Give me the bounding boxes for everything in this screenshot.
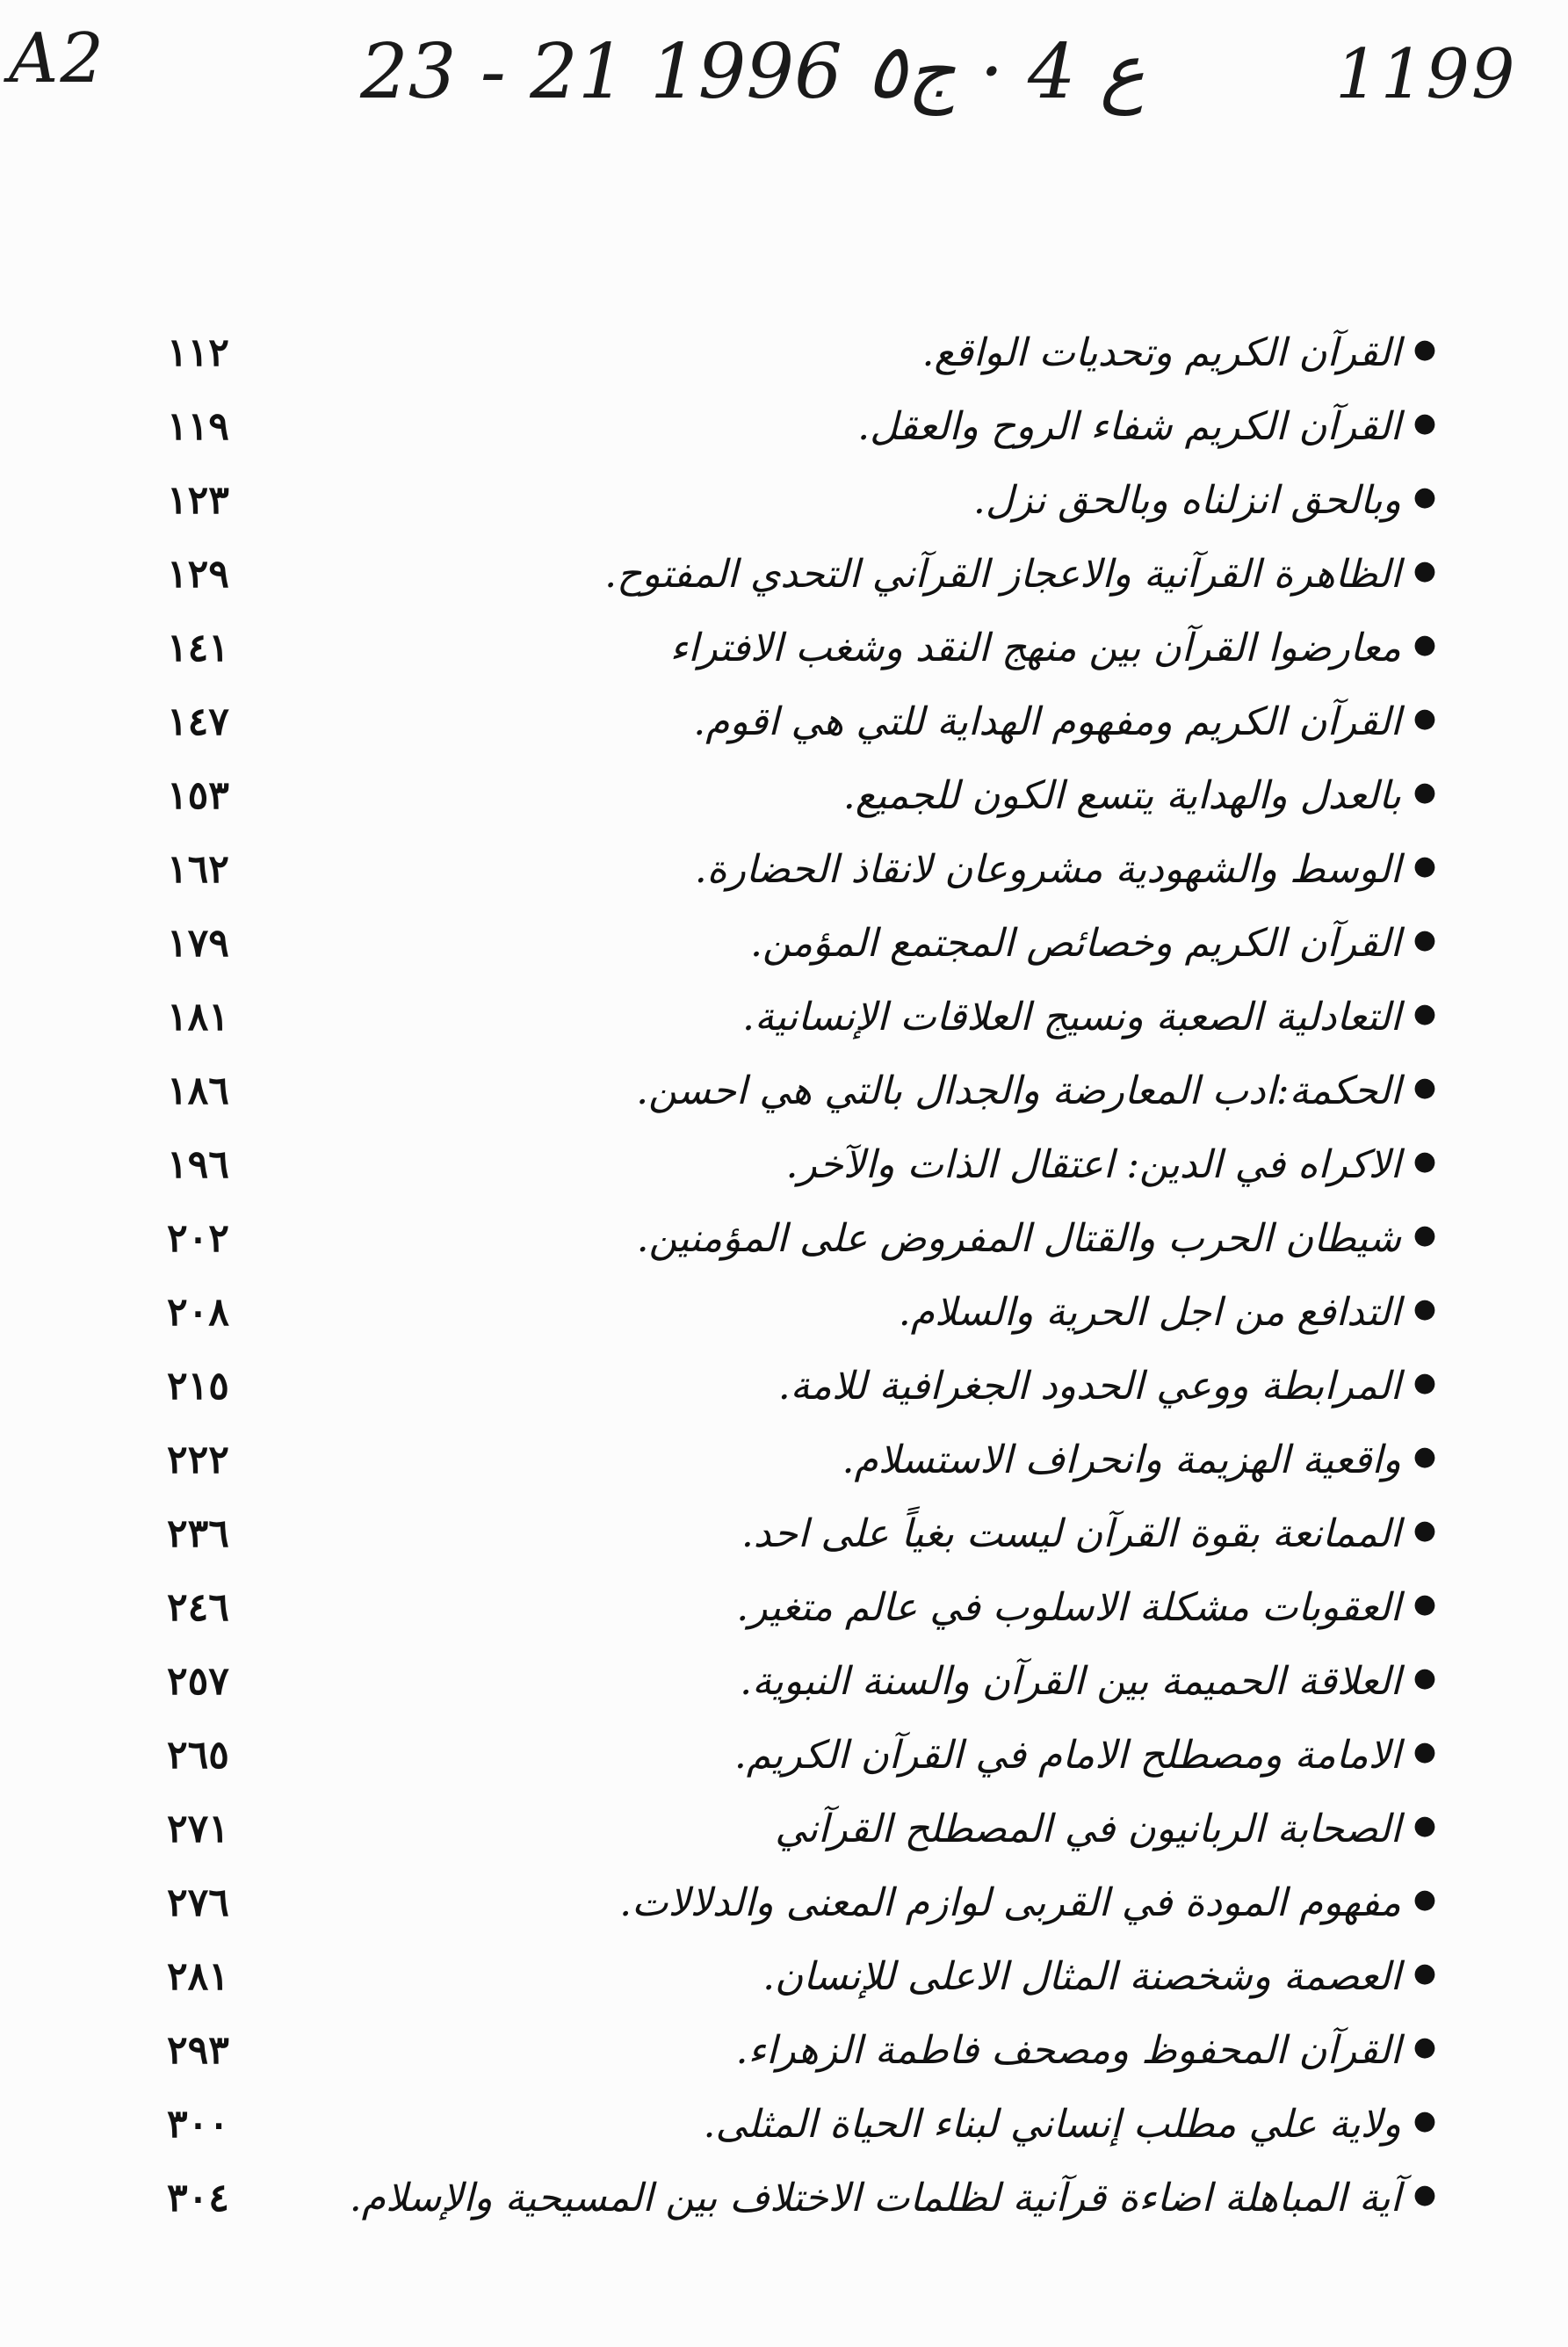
toc-entry-page-number: ٢٦٥ <box>167 1733 229 1778</box>
bullet-icon: ● <box>1413 1146 1436 1177</box>
toc-entry-title: القرآن المحفوظ ومصحف فاطمة الزهراء. <box>735 2028 1401 2073</box>
bullet-icon: ● <box>1413 998 1436 1029</box>
toc-entry <box>0 466 1568 536</box>
bullet-icon: ● <box>1413 1441 1436 1472</box>
toc-entry-title: المرابطة ووعي الحدود الجغرافية للامة. <box>777 1364 1401 1409</box>
toc-entry-title: بالعدل والهداية يتسع الكون للجميع. <box>842 773 1401 818</box>
toc-entry-page-number: ١٩٦ <box>167 1142 229 1187</box>
toc-entry <box>0 1647 1568 1717</box>
bullet-icon: ● <box>1413 408 1436 438</box>
handwritten-reference-number: 23 - 21 ع 4 · ج٥ 1996 <box>360 28 1145 116</box>
toc-entry-title: ولاية علي مطلب إنساني لبناء الحياة المثلى. <box>703 2102 1401 2147</box>
toc-entry-title: الوسط والشهودية مشروعان لانقاذ الحضارة. <box>694 847 1401 892</box>
toc-entry-page-number: ٢٨١ <box>167 1954 229 1999</box>
toc-entry-title: العقوبات مشكلة الاسلوب في عالم متغير. <box>736 1585 1401 1630</box>
toc-entry-page-number: ١٦٢ <box>167 847 229 892</box>
toc-entry-page-number: ٢٢٢ <box>167 1438 229 1482</box>
toc-entry <box>0 1278 1568 1348</box>
toc-entry-page-number: ١٢٩ <box>167 552 229 597</box>
bullet-icon: ● <box>1413 1810 1436 1841</box>
toc-entry-title: الاكراه في الدين: اعتقال الذات والآخر. <box>785 1142 1401 1187</box>
toc-entry <box>0 1942 1568 2012</box>
handwritten-mark-left: A2 <box>9 19 105 98</box>
handwritten-mark-right: 1199 <box>1335 35 1517 114</box>
toc-entry-page-number: ١٤٧ <box>167 699 229 744</box>
toc-entry-page-number: ١٨١ <box>167 995 229 1039</box>
toc-entry-page-number: ١٨٦ <box>167 1068 229 1113</box>
toc-entry-page-number: ١٥٣ <box>167 773 229 818</box>
toc-entry <box>0 613 1568 684</box>
toc-entry-title: مفهوم المودة في القربى لوازم المعنى والدلالات. <box>619 1880 1401 1925</box>
toc-entry-title: القرآن الكريم ومفهوم الهداية للتي هي اقوم. <box>693 699 1401 744</box>
toc-entry-page-number: ٢٥٧ <box>167 1659 229 1704</box>
toc-entry <box>0 1720 1568 1791</box>
toc-entry-title: العصمة وشخصنة المثال الاعلى للإنسان. <box>762 1954 1401 1999</box>
bullet-icon: ● <box>1413 703 1436 734</box>
toc-entry <box>0 1425 1568 1496</box>
toc-entry-page-number: ٢٣٦ <box>167 1511 229 1556</box>
bullet-icon: ● <box>1413 924 1436 955</box>
toc-entry-page-number: ٢٤٦ <box>167 1585 229 1630</box>
toc-entry <box>0 1351 1568 1422</box>
toc-entry <box>0 761 1568 831</box>
toc-entry <box>0 1868 1568 1938</box>
toc-entry <box>0 2090 1568 2160</box>
toc-entry <box>0 1573 1568 1643</box>
toc-entry <box>0 540 1568 610</box>
toc-entry-title: القرآن الكريم شفاء الروح والعقل. <box>857 404 1401 449</box>
bullet-icon: ● <box>1413 1367 1436 1398</box>
toc-entry <box>0 1204 1568 1274</box>
toc-entry-page-number: ١١٩ <box>167 404 229 449</box>
toc-entry-title: آية المباهلة اضاءة قرآنية لظلمات الاختلاف بين المسيحية والإسلام. <box>349 2176 1401 2220</box>
bullet-icon: ● <box>1413 1515 1436 1546</box>
toc-entry-page-number: ١٢٣ <box>167 478 229 523</box>
bullet-icon: ● <box>1413 555 1436 586</box>
toc-entry-page-number: ٣٠٠ <box>167 2102 229 2147</box>
toc-entry <box>0 687 1568 757</box>
toc-entry <box>0 1056 1568 1126</box>
toc-entry-page-number: ٢٠٨ <box>167 1290 229 1335</box>
toc-entry <box>0 392 1568 462</box>
bullet-icon: ● <box>1413 1293 1436 1324</box>
bullet-icon: ● <box>1413 482 1436 512</box>
toc-entry-page-number: ٢٩٣ <box>167 2028 229 2073</box>
toc-entry-title: معارضوا القرآن بين منهج النقد وشغب الافتراء <box>669 626 1401 670</box>
toc-entry-title: الحكمة:ادب المعارضة والجدال بالتي هي احسن. <box>636 1068 1401 1113</box>
bullet-icon: ● <box>1413 1958 1436 1988</box>
toc-entry-page-number: ١٧٩ <box>167 921 229 966</box>
bullet-icon: ● <box>1413 1662 1436 1693</box>
toc-entry <box>0 982 1568 1053</box>
bullet-icon: ● <box>1413 851 1436 881</box>
toc-entry-page-number: ٢١٥ <box>167 1364 229 1409</box>
toc-entry-page-number: ١١٢ <box>167 330 229 375</box>
toc-entry-title: الظاهرة القرآنية والاعجاز القرآني التحدي المفتوح. <box>604 552 1401 597</box>
toc-entry <box>0 835 1568 905</box>
toc-entry-title: التدافع من اجل الحرية والسلام. <box>898 1290 1401 1335</box>
toc-entry <box>0 1499 1568 1569</box>
toc-entry-page-number: ٢٠٢ <box>167 1216 229 1261</box>
toc-entry-title: الممانعة بقوة القرآن ليست بغياً على احد. <box>741 1511 1401 1556</box>
toc-entry-title: وبالحق انزلناه وبالحق نزل. <box>972 478 1401 523</box>
bullet-icon: ● <box>1413 2105 1436 2136</box>
toc-entry-page-number: ١٤١ <box>167 626 229 670</box>
bullet-icon: ● <box>1413 629 1436 660</box>
toc-entry-title: القرآن الكريم وتحديات الواقع. <box>921 330 1401 375</box>
toc-entry <box>0 318 1568 388</box>
bullet-icon: ● <box>1413 334 1436 365</box>
toc-entry-title: واقعية الهزيمة وانحراف الاستسلام. <box>842 1438 1401 1482</box>
toc-entry-page-number: ٢٧١ <box>167 1807 229 1851</box>
bullet-icon: ● <box>1413 2032 1436 2062</box>
toc-entry-title: شيطان الحرب والقتال المفروض على المؤمنين. <box>636 1216 1401 1261</box>
bullet-icon: ● <box>1413 1220 1436 1250</box>
bullet-icon: ● <box>1413 1072 1436 1103</box>
toc-entry-title: الصحابة الربانيون في المصطلح القرآني <box>775 1807 1401 1851</box>
toc-entry-title: القرآن الكريم وخصائص المجتمع المؤمن. <box>750 921 1401 966</box>
toc-entry <box>0 2163 1568 2234</box>
bullet-icon: ● <box>1413 777 1436 808</box>
toc-entry <box>0 1130 1568 1200</box>
toc-entry-title: التعادلية الصعبة ونسيج العلاقات الإنسانية. <box>742 995 1401 1039</box>
toc-entry <box>0 1794 1568 1865</box>
toc-entry-title: العلاقة الحميمة بين القرآن والسنة النبوية. <box>740 1659 1401 1704</box>
toc-entry <box>0 909 1568 979</box>
toc-entry-page-number: ٣٠٤ <box>167 2176 229 2220</box>
toc-entry-page-number: ٢٧٦ <box>167 1880 229 1925</box>
toc-entry <box>0 2016 1568 2086</box>
bullet-icon: ● <box>1413 2179 1436 2210</box>
toc-entry-title: الامامة ومصطلح الامام في القرآن الكريم. <box>733 1733 1401 1778</box>
bullet-icon: ● <box>1413 1589 1436 1619</box>
bullet-icon: ● <box>1413 1884 1436 1915</box>
bullet-icon: ● <box>1413 1736 1436 1767</box>
